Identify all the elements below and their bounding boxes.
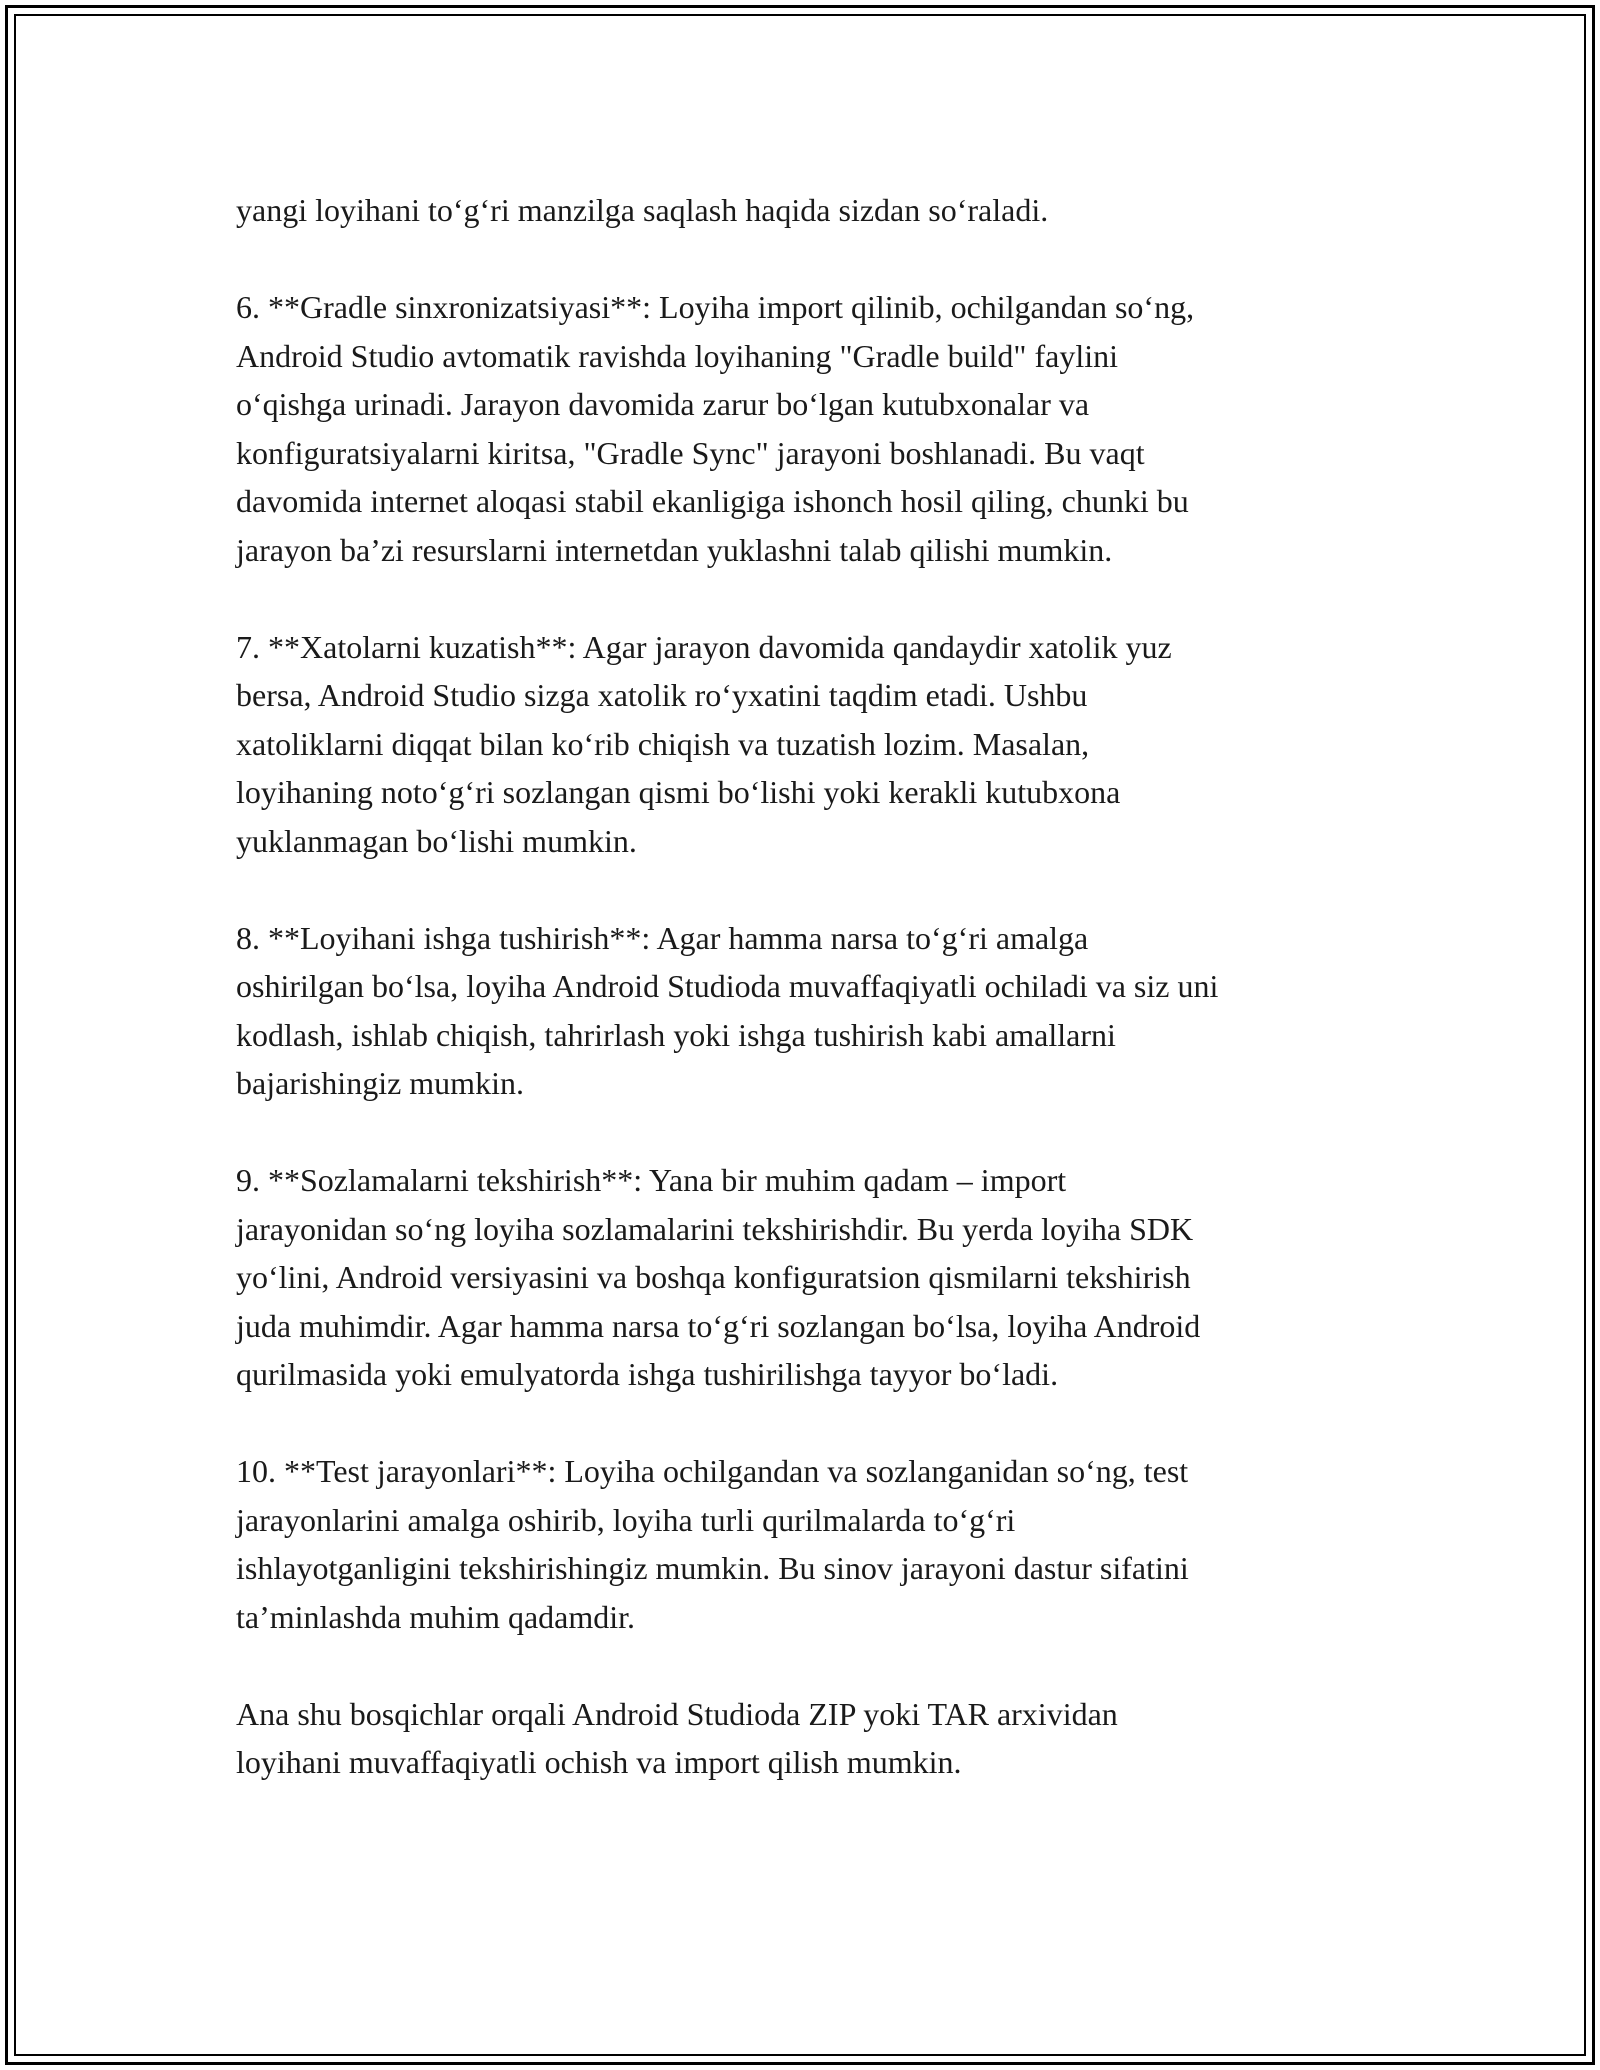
paragraph-step-7-error-tracking: 7. **Xatolarni kuzatish**: Agar jarayon davomida qandaydir xatolik yuz bersa, Android Studio sizga xatolik ro‘yxatini taqdim etadi. Ushbu xatoliklarni diqqat bilan ko‘rib chiqish va tuzatish lozim. Masalan, loyihaning noto‘g‘ri sozlangan qismi bo‘lishi yoki kerakli kutubxona yuklanmagan bo‘lishi mumkin. — [236, 628, 1172, 859]
paragraph-continuation: yangi loyihani to‘g‘ri manzilga saqlash haqida sizdan so‘raladi. — [236, 192, 1049, 228]
paragraph-step-9-check-settings: 9. **Sozlamalarni tekshirish**: Yana bir muhim qadam – import jarayonidan so‘ng loyiha sozlamalarini tekshirishdir. Bu yerda loyiha SDK yo‘lini, Android versiyasini va boshqa konfiguratsion qismilarni tekshirish juda muhimdir. Agar hamma narsa to‘g‘ri sozlangan bo‘lsa, loyiha Android qurilmasida yoki emulyatorda ishga tushirilishga tayyor bo‘ladi. — [236, 1162, 1201, 1392]
paragraph-step-8-run-project: 8. **Loyihani ishga tushirish**: Agar hamma narsa to‘g‘ri amalga oshirilgan bo‘lsa, loyiha Android Studioda muvaffaqiyatli ochiladi va siz uni kodlash, ishlab chiqish, tahrirlash yoki ishga tushirish kabi amallarni bajarishingiz mumkin. — [236, 919, 1219, 1101]
paragraph-step-6-gradle-sync: 6. **Gradle sinxronizatsiyasi**: Loyiha import qilinib, ochilgandan so‘ng, Android Studio avtomatik ravishda loyihaning "Gradle build" faylini o‘qishga urinadi. Jarayon davomida zarur bo‘lgan kutubxonalar va konfiguratsiyalarni kiritsa, "Gradle Sync" jarayoni boshlanadi. Bu vaqt davomida internet aloqasi stabil ekanligiga ishonch hosil qiling, chunki bu jarayon ba’zi resurslarni internetdan yuklashni talab qilishi mumkin. — [236, 289, 1195, 568]
paragraph-conclusion: Ana shu bosqichlar orqali Android Studioda ZIP yoki TAR arxividan loyihani muvaffaqiyatli ochish va import qilish mumkin. — [236, 1695, 1118, 1780]
document-body — [236, 186, 1386, 1787]
paragraph-step-10-testing: 10. **Test jarayonlari**: Loyiha ochilgandan va sozlanganidan so‘ng, test jarayonlarini amalga oshirib, loyiha turli qurilmalarda to‘g‘ri ishlayotganligini tekshirishingiz mumkin. Bu sinov jarayoni dastur sifatini ta’minlashda muhim qadamdir. — [236, 1453, 1189, 1635]
